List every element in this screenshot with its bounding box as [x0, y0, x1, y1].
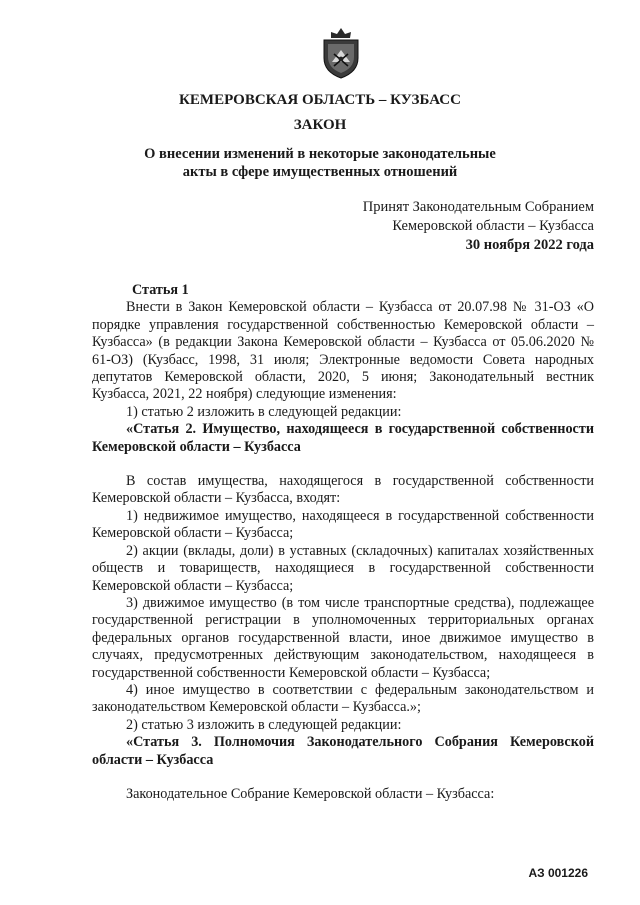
region-heading: КЕМЕРОВСКАЯ ОБЛАСТЬ – КУЗБАСС — [179, 92, 461, 108]
adoption-line-1: Принят Законодательным Собранием — [362, 199, 594, 215]
document-type-heading: ЗАКОН — [293, 117, 347, 133]
amendment-item-2: 2) статью 3 изложить в следующей редакции: — [126, 716, 402, 733]
adoption-date: 30 ноября 2022 года — [465, 237, 594, 253]
article-3-new-heading: «Статья 3. Полномочия Законодательного Собрания Кемеровской области – Кузбасса — [92, 734, 594, 768]
adoption-block — [363, 198, 594, 255]
article-1-intro: Внести в Закон Кемеровской области – Кузбасса от 20.07.98 № 31-ОЗ «О порядке управления государственной собственностью Кемеровской области – Кузбасса» (в редакции Закона Кемеровской области – Кузбасса от 05.06.2020 № 61-ОЗ) (Кузбасс, 1998, 31 июля; Электронные ведомости Совета народных депутатов Кемеровской области, 2020, 5 июня; Законодательный вестник Кузбасса, 2021, 22 ноября) следующие изменения: — [92, 299, 594, 403]
article-2-item-3: 3) движимое имущество (в том числе транспортные средства), подлежащее государственной регистрации в уполномоченных территориальных органах федеральных органов государственной власти, иное движимое имущество в случаях, предусмотренных действующим законодательством, находящееся в государственной собственности Кемеровской области – Кузбасса; — [92, 594, 594, 681]
law-title-line-2: акты в сфере имущественных отношений — [182, 164, 458, 180]
serial-number: АЗ 001226 — [528, 866, 588, 880]
spacer — [92, 769, 594, 786]
spacer — [92, 456, 594, 473]
article-2-item-4: 4) иное имущество в соответствии с федеральным законодательством и законодательством Кемеровской области – Кузбасса.»; — [92, 681, 594, 716]
coat-of-arms-emblem — [318, 26, 364, 80]
amendment-item-1: 1) статью 2 изложить в следующей редакции: — [126, 403, 402, 420]
article-2-item-1: 1) недвижимое имущество, находящееся в государственной собственности Кемеровской области – Кузбасса; — [92, 507, 594, 542]
law-title — [0, 145, 640, 181]
article-2-intro: В состав имущества, находящегося в государственной собственности Кемеровской области – Кузбасса, входят: — [92, 473, 594, 507]
article-3-intro: Законодательное Собрание Кемеровской области – Кузбасса: — [126, 785, 495, 802]
article-1-heading: Статья 1 — [132, 282, 189, 298]
article-2-item-2: 2) акции (вклады, доли) в уставных (складочных) капиталах хозяйственных обществ и товариществ, находящиеся в государственной собственности Кемеровской области – Кузбасса; — [92, 542, 594, 594]
adoption-line-2: Кемеровской области – Кузбасса — [392, 218, 594, 234]
article-2-new-heading: «Статья 2. Имущество, находящееся в государственной собственности Кемеровской области – Кузбасса — [92, 421, 594, 455]
law-title-line-1: О внесении изменений в некоторые законодательные — [144, 146, 496, 162]
law-body — [92, 282, 594, 803]
